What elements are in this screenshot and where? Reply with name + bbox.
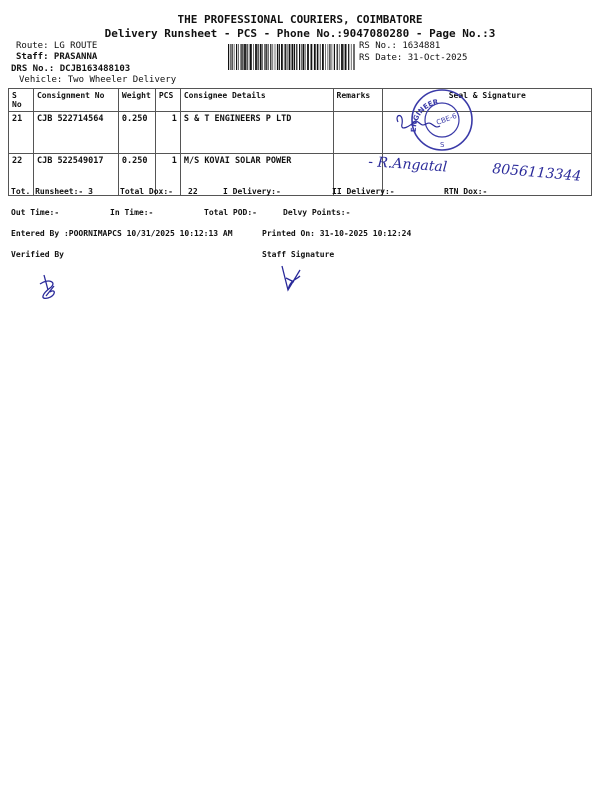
drs-number: DRS No.: DCJB163488103 [11, 64, 131, 74]
col-header-weight: Weight [118, 89, 155, 112]
in-time: In Time:- [110, 208, 154, 217]
ii-delivery: II Delivery:- [332, 187, 395, 196]
col-header-remarks: Remarks [333, 89, 383, 112]
total-dox-value: 22 [188, 187, 198, 196]
cell-weight: 0.250 [118, 112, 155, 154]
col-header-seal: Seal & Signature [383, 89, 592, 112]
col-header-sno: S No [9, 89, 34, 112]
rs-date: RS Date: 31-Oct-2025 [359, 53, 468, 63]
cell-sno: 21 [9, 112, 34, 154]
col-header-consignment: Consignment No [33, 89, 118, 112]
cell-consignment: CJB 522549017 [33, 154, 118, 196]
cell-pcs: 1 [155, 112, 180, 154]
staff-signature-mark [278, 262, 308, 296]
route-label: Route: LG ROUTE [16, 41, 98, 51]
cell-consignee: S & T ENGINEERS P LTD [180, 112, 333, 154]
recipient-handwriting [366, 148, 598, 188]
staff-label: Staff: PRASANNA [16, 52, 98, 62]
rtn-dox: RTN Dox:- [444, 187, 488, 196]
handwritten-phone: 8056113344 [491, 161, 582, 185]
vehicle-label: Vehicle: Two Wheeler Delivery [19, 75, 177, 85]
tot-runsheet: Tot. Runsheet:- 3 [11, 187, 93, 196]
table-header-row [9, 89, 592, 112]
entered-by: Entered By :POORNIMAPCS 10/31/2025 10:12:13 AM [11, 229, 233, 238]
col-header-consignee: Consignee Details [180, 89, 333, 112]
verified-by-label: Verified By [11, 250, 64, 259]
printed-on: Printed On: 31-10-2025 10:12:24 [262, 229, 412, 238]
barcode-image [228, 44, 355, 70]
stamp-text-center: CBE-6 [435, 112, 458, 127]
stamp-text-top: ENGINEER [409, 97, 440, 133]
cell-consignment: CJB 522714564 [33, 112, 118, 154]
out-time: Out Time:- [11, 208, 60, 217]
cell-sno: 22 [9, 154, 34, 196]
i-delivery: I Delivery:- [223, 187, 281, 196]
cell-consignee: M/S KOVAI SOLAR POWER [180, 154, 333, 196]
verifier-signature [34, 272, 64, 302]
handwritten-name: - R.Angatal [367, 154, 448, 176]
page-subtitle: Delivery Runsheet - PCS - Phone No.:9047080280 - Page No.:3 [104, 27, 496, 40]
cell-weight: 0.250 [118, 154, 155, 196]
stamp-text-bottom: S [440, 141, 445, 149]
total-dox-label: Total Dox:- [120, 187, 173, 196]
delvy-points: Delvy Points:- [283, 208, 351, 217]
total-pod: Total POD:- [204, 208, 257, 217]
col-header-pcs: PCS [155, 89, 180, 112]
staff-signature-label: Staff Signature [262, 250, 335, 259]
page-title: THE PROFESSIONAL COURIERS, COIMBATORE [177, 13, 423, 26]
cell-pcs: 1 [155, 154, 180, 196]
rs-number: RS No.: 1634881 [359, 41, 441, 51]
